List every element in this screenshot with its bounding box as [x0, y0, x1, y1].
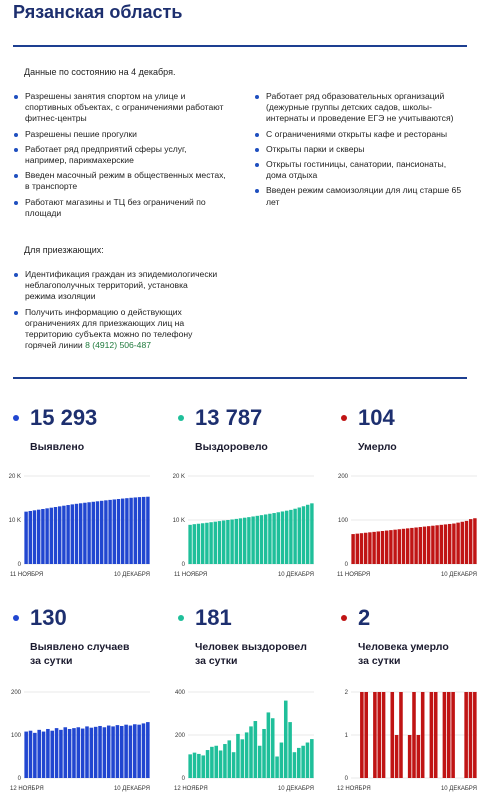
bar	[121, 499, 124, 564]
bar	[124, 725, 128, 778]
bar	[448, 524, 451, 564]
y-tick-label: 200	[174, 733, 185, 739]
bullet-icon	[255, 189, 259, 193]
bar	[280, 743, 284, 778]
bar	[188, 754, 192, 778]
bar	[310, 503, 313, 564]
bar	[249, 726, 253, 778]
bar	[205, 523, 208, 564]
bullet-icon	[255, 163, 259, 167]
y-tick-label: 1	[344, 733, 348, 739]
y-tick-label: 20 K	[8, 474, 21, 480]
bar	[382, 692, 386, 778]
bar	[50, 508, 53, 564]
bar	[142, 497, 145, 564]
list-item: Работает ряд предприятий сферы услуг, например, парикмахерские	[14, 144, 229, 166]
chart-cumulative-detected	[6, 470, 154, 580]
bar	[473, 518, 476, 564]
x-start-label: 11 НОЯБРЯ	[337, 572, 371, 578]
bar	[434, 692, 438, 778]
x-start-label: 12 НОЯБРЯ	[337, 786, 371, 792]
bar	[360, 533, 363, 564]
y-tick-label: 100	[10, 733, 21, 739]
bar	[98, 726, 102, 778]
bar	[201, 523, 204, 564]
stat-value: 13 787	[195, 405, 263, 430]
bar	[87, 502, 90, 564]
stat-value: 15 293	[30, 405, 98, 430]
bar	[188, 525, 191, 564]
bar	[398, 529, 401, 564]
bar	[24, 512, 27, 564]
bar	[71, 504, 74, 564]
bar	[79, 503, 82, 564]
bullet-icon	[14, 273, 18, 277]
x-start-label: 11 НОЯБРЯ	[174, 572, 208, 578]
bar	[390, 692, 394, 778]
bar	[77, 727, 81, 778]
arrivals-heading: Для приезжающих:	[24, 245, 104, 255]
bar	[452, 524, 455, 564]
bar	[381, 531, 384, 564]
bar	[247, 517, 250, 564]
bar	[134, 497, 137, 564]
stats-divider	[13, 377, 467, 379]
x-end-label: 10 ДЕКАБРЯ	[277, 786, 314, 792]
bar	[275, 757, 279, 779]
bar	[444, 524, 447, 564]
bullet-icon	[255, 95, 259, 99]
bar	[201, 755, 205, 778]
bar	[137, 725, 141, 778]
bar	[410, 528, 413, 564]
bar	[75, 504, 78, 564]
bar	[267, 712, 271, 778]
stat-value: 104	[358, 405, 395, 430]
bullet-icon	[14, 133, 18, 137]
green-dot-icon	[178, 615, 184, 621]
list-item: Открыты парки и скверы	[255, 144, 467, 155]
bullet-icon	[255, 133, 259, 137]
bar	[63, 727, 67, 778]
stat-value: 181	[195, 605, 232, 630]
bar	[377, 692, 381, 778]
bar	[245, 732, 249, 778]
bar	[243, 518, 246, 564]
bar	[41, 509, 44, 564]
arrivals-list	[14, 269, 219, 355]
bar	[451, 692, 455, 778]
bar	[364, 533, 367, 564]
bar	[435, 525, 438, 564]
y-tick-label: 200	[337, 474, 348, 480]
y-tick-label: 0	[17, 562, 21, 568]
bar	[402, 529, 405, 564]
stat-value: 2	[358, 605, 371, 630]
bullet-icon	[14, 201, 18, 205]
bar	[260, 515, 263, 564]
bar	[301, 746, 305, 778]
bar	[219, 750, 223, 778]
bar	[417, 735, 421, 778]
bullet-icon	[14, 174, 18, 178]
bar	[50, 731, 54, 778]
bar	[393, 530, 396, 564]
stat-value: 130	[30, 605, 67, 630]
bar	[423, 527, 426, 564]
bar	[288, 722, 292, 778]
y-tick-label: 0	[181, 776, 185, 782]
bar	[42, 732, 46, 778]
bar	[421, 692, 425, 778]
bar	[210, 747, 214, 778]
bar	[440, 525, 443, 564]
bar	[473, 692, 477, 778]
bar	[461, 522, 464, 564]
chart-daily-recovered	[170, 686, 318, 794]
x-end-label: 10 ДЕКАБРЯ	[113, 786, 150, 792]
bar	[62, 506, 65, 564]
bar	[297, 748, 301, 778]
page-title: Рязанская область	[13, 2, 183, 22]
stat-label: Выявлено	[30, 441, 85, 453]
bar	[214, 522, 217, 564]
x-end-label: 10 ДЕКАБРЯ	[440, 786, 477, 792]
bar	[465, 521, 468, 564]
y-tick-label: 20 K	[172, 474, 185, 480]
bar	[289, 510, 292, 564]
bar	[235, 519, 238, 564]
bar	[256, 516, 259, 564]
bar	[113, 499, 116, 564]
bar	[29, 511, 32, 564]
y-tick-label: 200	[10, 690, 21, 696]
bar	[310, 739, 314, 778]
bar	[414, 527, 417, 564]
list-item: Идентификация граждан из эпидемиологически неблагополучных территорий, установка режима изоляции	[14, 269, 219, 303]
bar	[37, 730, 41, 778]
bar	[94, 727, 98, 778]
list-item: Разрешены пешие прогулки	[14, 129, 229, 140]
bar	[230, 519, 233, 564]
bar	[54, 507, 57, 564]
bar	[298, 508, 301, 564]
list-item: Введен масочный режим в общественных местах, в транспорте	[14, 170, 229, 192]
bar	[107, 726, 111, 778]
bar	[262, 729, 266, 778]
y-tick-label: 400	[174, 690, 185, 696]
bar	[100, 501, 103, 564]
y-tick-label: 10 K	[8, 518, 21, 524]
restrictions-list-right	[255, 91, 467, 212]
bar	[241, 739, 245, 778]
list-item: Открыты гостиницы, санатории, пансионаты, дома отдыха	[255, 159, 467, 181]
blue-dot-icon	[13, 415, 19, 421]
bar	[385, 531, 388, 564]
bar	[447, 692, 451, 778]
bar	[399, 692, 403, 778]
hotline-phone-link[interactable]: 8 (4912) 506-487	[85, 340, 151, 351]
bar	[146, 722, 150, 778]
bar	[412, 692, 416, 778]
list-item: Разрешены занятия спортом на улице и спортивных объектах, с ограничениями работают фитнес-центры	[14, 91, 229, 125]
bar	[55, 728, 59, 778]
bar	[264, 514, 267, 564]
bar	[302, 506, 305, 564]
bar	[236, 734, 240, 778]
bar	[232, 752, 236, 778]
bar	[96, 501, 99, 564]
bar	[72, 728, 76, 778]
bar	[360, 692, 364, 778]
bar	[272, 513, 275, 564]
restrictions-list-left	[14, 91, 229, 223]
bar	[209, 522, 212, 564]
bar	[419, 527, 422, 564]
chart-cumulative-recovered	[170, 470, 318, 580]
bar	[146, 497, 149, 564]
red-dot-icon	[341, 615, 347, 621]
bar	[142, 723, 146, 778]
bar	[258, 746, 262, 778]
bar	[443, 692, 447, 778]
bar	[223, 744, 227, 778]
bar	[92, 502, 95, 564]
list-item: Работают магазины и ТЦ без ограничений по площади	[14, 197, 229, 219]
bar	[271, 718, 275, 778]
bar	[293, 752, 297, 778]
bar	[431, 526, 434, 564]
bar	[351, 534, 354, 564]
y-tick-label: 100	[337, 518, 348, 524]
bar	[356, 534, 359, 564]
bar	[68, 729, 72, 778]
bar	[120, 726, 124, 778]
top-divider	[13, 45, 467, 47]
bar	[117, 499, 120, 564]
bullet-icon	[14, 95, 18, 99]
bar	[138, 497, 141, 564]
bar	[430, 692, 434, 778]
bar	[104, 500, 107, 564]
bar	[125, 498, 128, 564]
list-item: Работает ряд образовательных организаций (дежурные группы детских садов, школы-интернаты и проведение ЕГЭ не учитываются)	[255, 91, 467, 125]
bar	[24, 732, 28, 778]
bar	[46, 729, 50, 778]
bar	[427, 526, 430, 564]
bar	[193, 753, 197, 778]
stat-label: Выздоровело	[195, 441, 268, 453]
bar	[90, 728, 94, 778]
list-item: Введен режим самоизоляции для лиц старше 65 лет	[255, 185, 467, 207]
bar	[206, 750, 210, 778]
bar	[406, 528, 409, 564]
chart-daily-died	[333, 686, 481, 794]
y-tick-label: 10 K	[172, 518, 185, 524]
bar	[59, 730, 63, 778]
bar	[254, 721, 258, 778]
bar	[222, 521, 225, 564]
bar	[197, 524, 200, 564]
x-end-label: 10 ДЕКАБРЯ	[277, 572, 314, 578]
bar	[277, 512, 280, 564]
x-start-label: 11 НОЯБРЯ	[10, 572, 44, 578]
bar	[197, 754, 201, 778]
bar	[284, 701, 288, 778]
bar	[103, 727, 107, 778]
bar	[408, 735, 412, 778]
x-end-label: 10 ДЕКАБРЯ	[440, 572, 477, 578]
bullet-icon	[14, 311, 18, 315]
bar	[464, 692, 468, 778]
bar	[133, 724, 137, 778]
x-end-label: 10 ДЕКАБРЯ	[113, 572, 150, 578]
bar	[129, 726, 133, 778]
bar	[33, 510, 36, 564]
y-tick-label: 2	[344, 690, 348, 696]
red-dot-icon	[341, 415, 347, 421]
bar	[37, 510, 40, 564]
bar	[58, 506, 61, 564]
bar	[368, 532, 371, 564]
bar	[66, 505, 69, 564]
stat-label: Человек выздоровел за сутки	[195, 641, 307, 667]
stat-label: Умерло	[358, 441, 397, 453]
y-tick-label: 0	[344, 776, 348, 782]
bar	[83, 503, 86, 564]
bar	[389, 530, 392, 564]
bullet-icon	[14, 148, 18, 152]
bar	[29, 731, 33, 778]
green-dot-icon	[178, 415, 184, 421]
bar	[214, 746, 218, 778]
bar	[81, 729, 85, 778]
bar	[456, 523, 459, 564]
bar	[33, 733, 37, 778]
bar	[226, 520, 229, 564]
y-tick-label: 0	[181, 562, 185, 568]
bar	[281, 511, 284, 564]
chart-cumulative-died	[333, 470, 481, 580]
bar	[108, 500, 111, 564]
bar	[251, 516, 254, 564]
bar	[116, 725, 120, 778]
bar	[364, 692, 368, 778]
stat-label: Человека умерло за сутки	[358, 641, 449, 667]
bar	[218, 521, 221, 564]
x-start-label: 12 НОЯБРЯ	[10, 786, 44, 792]
bar	[395, 735, 399, 778]
bar	[111, 726, 115, 778]
bar	[268, 514, 271, 564]
y-tick-label: 0	[17, 776, 21, 782]
bar	[129, 498, 132, 564]
bullet-icon	[255, 148, 259, 152]
bar	[227, 740, 231, 778]
date-note: Данные по состоянию на 4 декабря.	[24, 67, 176, 77]
bar	[373, 692, 377, 778]
bar	[45, 508, 48, 564]
list-item: С ограничениями открыты кафе и рестораны	[255, 129, 467, 140]
list-item: Получить информацию о действующих ограничениях для приезжающих лиц на территорию субъекта можно по телефону горячей линии 8 (4912) 506-487	[14, 307, 219, 352]
bar	[193, 524, 196, 564]
bar	[306, 505, 309, 564]
bar	[377, 531, 380, 564]
bar	[372, 532, 375, 564]
bar	[285, 511, 288, 564]
bar	[469, 519, 472, 564]
x-start-label: 12 НОЯБРЯ	[174, 786, 208, 792]
bar	[239, 518, 242, 564]
blue-dot-icon	[13, 615, 19, 621]
bar	[469, 692, 473, 778]
y-tick-label: 0	[344, 562, 348, 568]
stat-label: Выявлено случаев за сутки	[30, 641, 130, 667]
chart-daily-detected	[6, 686, 154, 794]
bar	[293, 509, 296, 564]
bar	[85, 726, 89, 778]
bar	[306, 743, 310, 778]
